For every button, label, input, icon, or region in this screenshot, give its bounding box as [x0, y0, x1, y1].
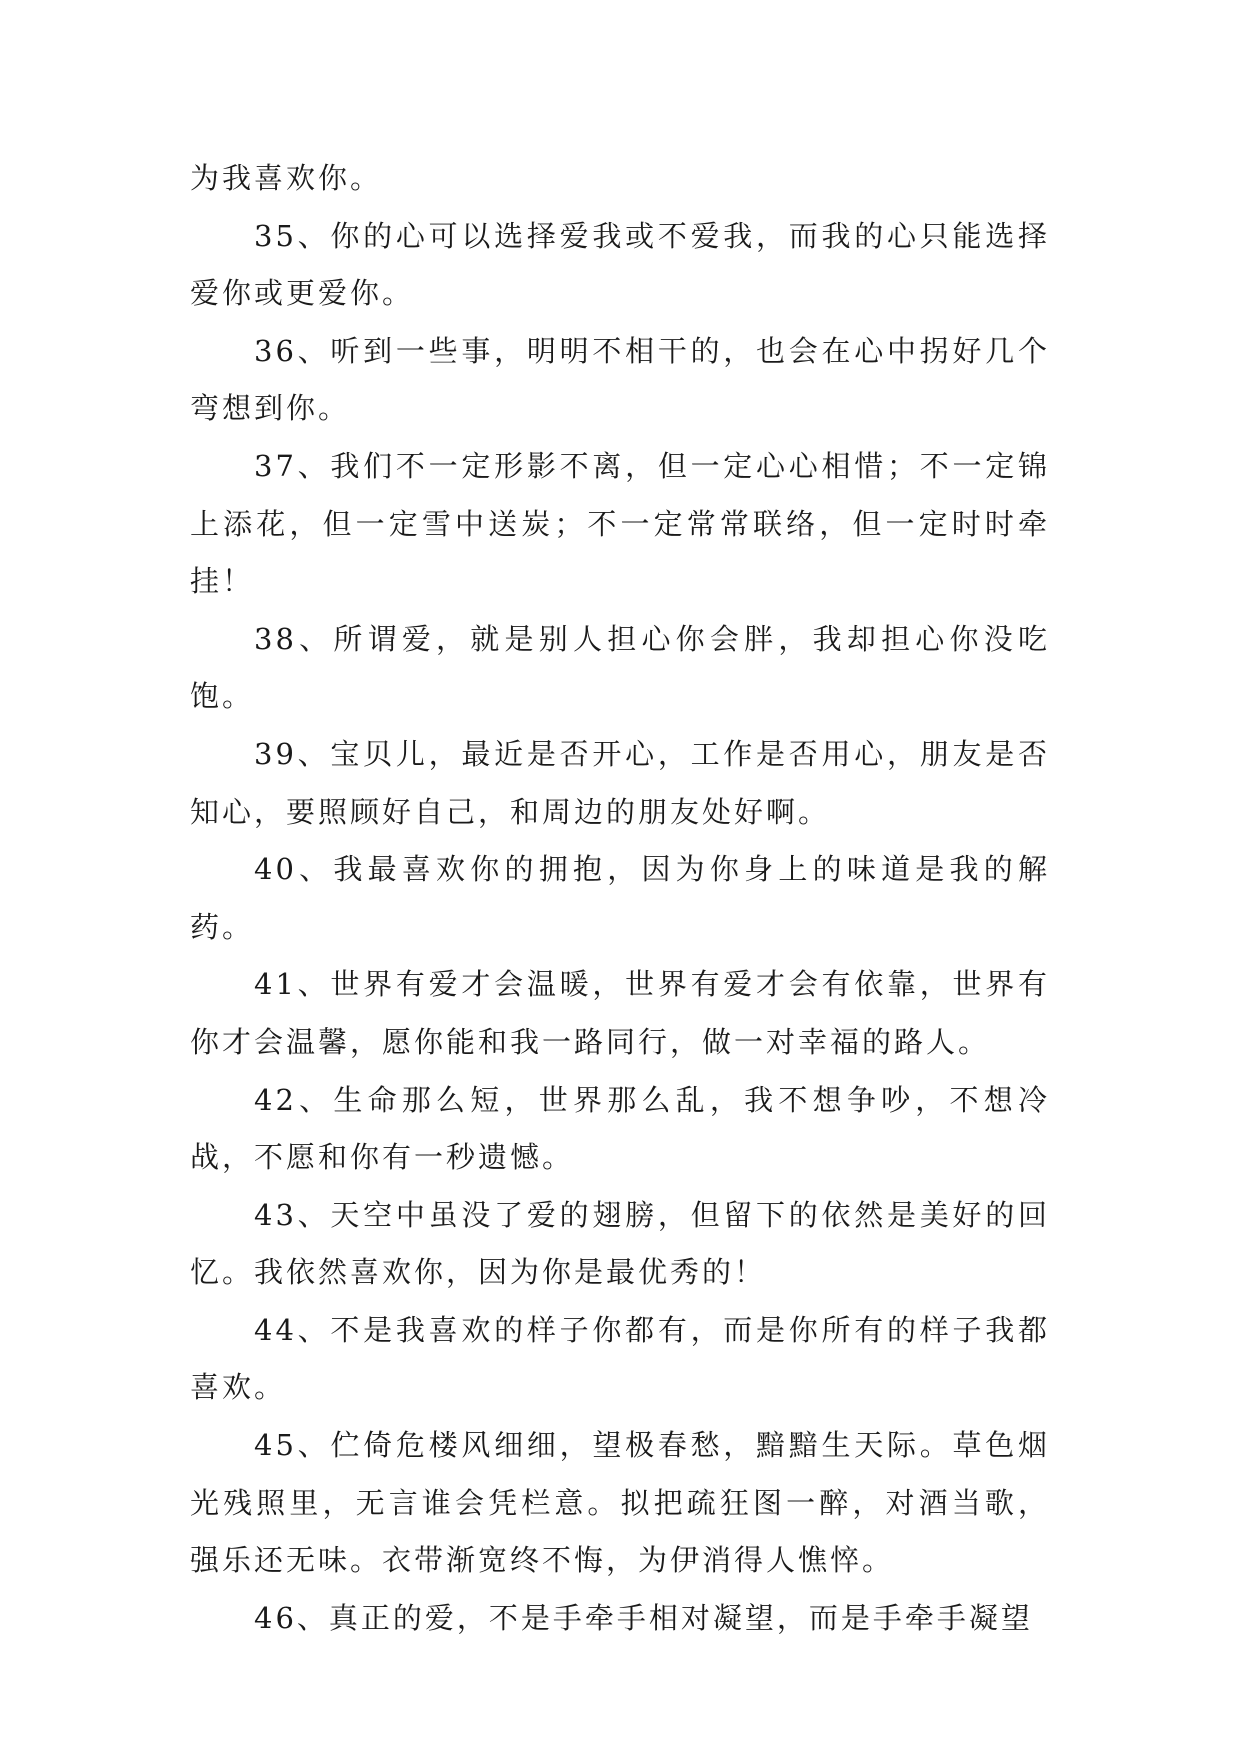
paragraph-43: 43、天空中虽没了爱的翅膀，但留下的依然是美好的回忆。我依然喜欢你，因为你是最优秀的！ [190, 1197, 1050, 1290]
paragraph-45: 45、伫倚危楼风细细，望极春愁，黯黯生天际。草色烟光残照里，无言谁会凭栏意。拟把疏狂图一醉，对酒当歌，强乐还无味。衣带渐宽终不悔，为伊消得人憔悴。 [190, 1428, 1050, 1578]
paragraph-37: 37、我们不一定形影不离，但一定心心相惜；不一定锦上添花，但一定雪中送炭；不一定常常联络，但一定时时牵挂！ [190, 448, 1050, 599]
paragraph-continuation: 为我喜欢你。 [190, 161, 383, 195]
paragraph-35: 35、你的心可以选择爱我或不爱我，而我的心只能选择爱你或更爱你。 [190, 218, 1050, 311]
paragraph-44: 44、不是我喜欢的样子你都有，而是你所有的样子我都喜欢。 [190, 1312, 1050, 1405]
paragraph-46: 46、真正的爱，不是手牵手相对凝望，而是手牵手凝望 [254, 1600, 1033, 1635]
document-body [190, 150, 1050, 1647]
paragraph-39: 39、宝贝儿，最近是否开心，工作是否用心，朋友是否知心，要照顾好自己，和周边的朋友处好啊。 [190, 736, 1050, 829]
paragraph-40: 40、我最喜欢你的拥抱，因为你身上的味道是我的解药。 [190, 852, 1050, 944]
paragraph-41: 41、世界有爱才会温暖，世界有爱才会有依靠，世界有你才会温馨，愿你能和我一路同行，做一对幸福的路人。 [190, 967, 1050, 1059]
paragraph-42: 42、生命那么短，世界那么乱，我不想争吵，不想冷战，不愿和你有一秒遗憾。 [190, 1082, 1050, 1175]
paragraph-36: 36、听到一些事，明明不相干的，也会在心中拐好几个弯想到你。 [190, 333, 1050, 426]
paragraph-38: 38、所谓爱，就是别人担心你会胖，我却担心你没吃饱。 [190, 621, 1050, 714]
